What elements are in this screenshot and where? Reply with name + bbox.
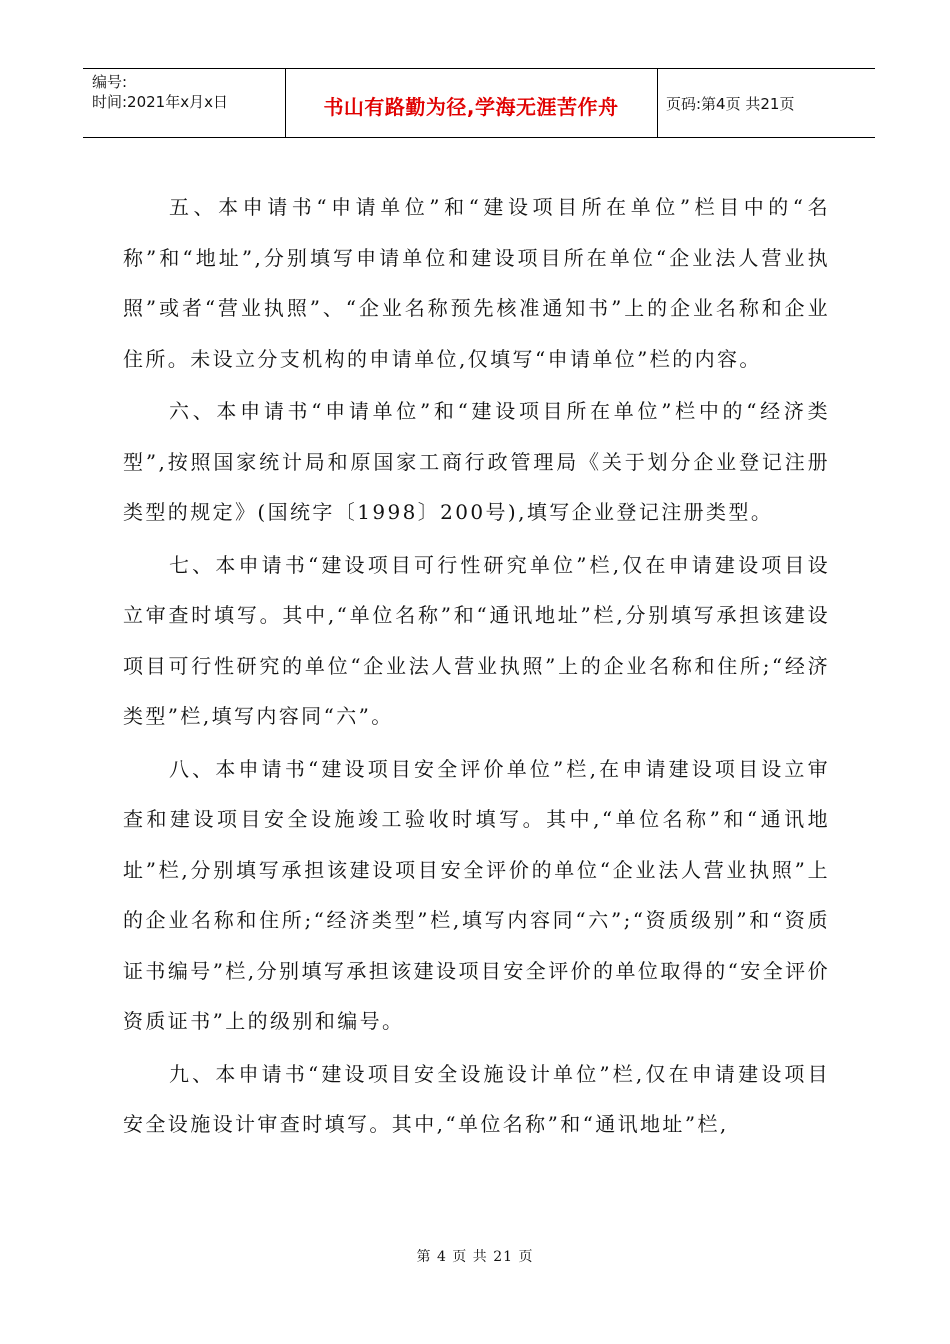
paragraph-item-5: 五、本申请书“申请单位”和“建设项目所在单位”栏目中的“名称”和“地址”,分别填写申请单位和建设项目所在单位“企业法人营业执照”或者“营业执照”、“企业名称预先核准通知书”上的企业名称和企业住所。未设立分支机构的申请单位,仅填写“申请单位”栏的内容。 (123, 195, 830, 371)
document-number-label: 编号: (92, 73, 128, 91)
paragraph-item-7: 七、本申请书“建设项目可行性研究单位”栏,仅在申请建设项目设立审查时填写。其中,“单位名称”和“通讯地址”栏,分别填写承担该建设项目可行性研究的单位“企业法人营业执照”上的企业名称和住所;“经济类型”栏,填写内容同“六”。 (123, 552, 830, 728)
header-page-cell (658, 69, 875, 137)
header-page-code: 页码:第4页 共21页 (666, 95, 795, 113)
header-motto-cell (285, 69, 658, 137)
paragraph-item-9: 九、本申请书“建设项目安全设施设计单位”栏,仅在申请建设项目安全设施设计审查时填写。其中,“单位名称”和“通讯地址”栏, (123, 1061, 830, 1136)
document-date-label: 时间:2021年x月x日 (92, 93, 228, 111)
header-motto: 书山有路勤为径,学海无涯苦作舟 (323, 95, 619, 119)
header-meta-cell (83, 69, 286, 137)
paragraph-item-6: 六、本申请书“申请单位”和“建设项目所在单位”栏中的“经济类型”,按照国家统计局和原国家工商行政管理局《关于划分企业登记注册类型的规定》(国统字〔1998〕200号),填写企业登记注册类型。 (123, 399, 830, 524)
page-footer: 第 4 页 共 21 页 (416, 1249, 534, 1265)
page-header (83, 68, 875, 138)
document-body (123, 182, 830, 1152)
paragraph-item-8: 八、本申请书“建设项目安全评价单位”栏,在申请建设项目设立审查和建设项目安全设施竣工验收时填写。其中,“单位名称”和“通讯地址”栏,分别填写承担该建设项目安全评价的单位“企业法人营业执照”上的企业名称和住所;“经济类型”栏,填写内容同“六”;“资质级别”和“资质证书编号”栏,分别填写承担该建设项目安全评价的单位取得的“安全评价资质证书”上的级别和编号。 (123, 756, 830, 1033)
